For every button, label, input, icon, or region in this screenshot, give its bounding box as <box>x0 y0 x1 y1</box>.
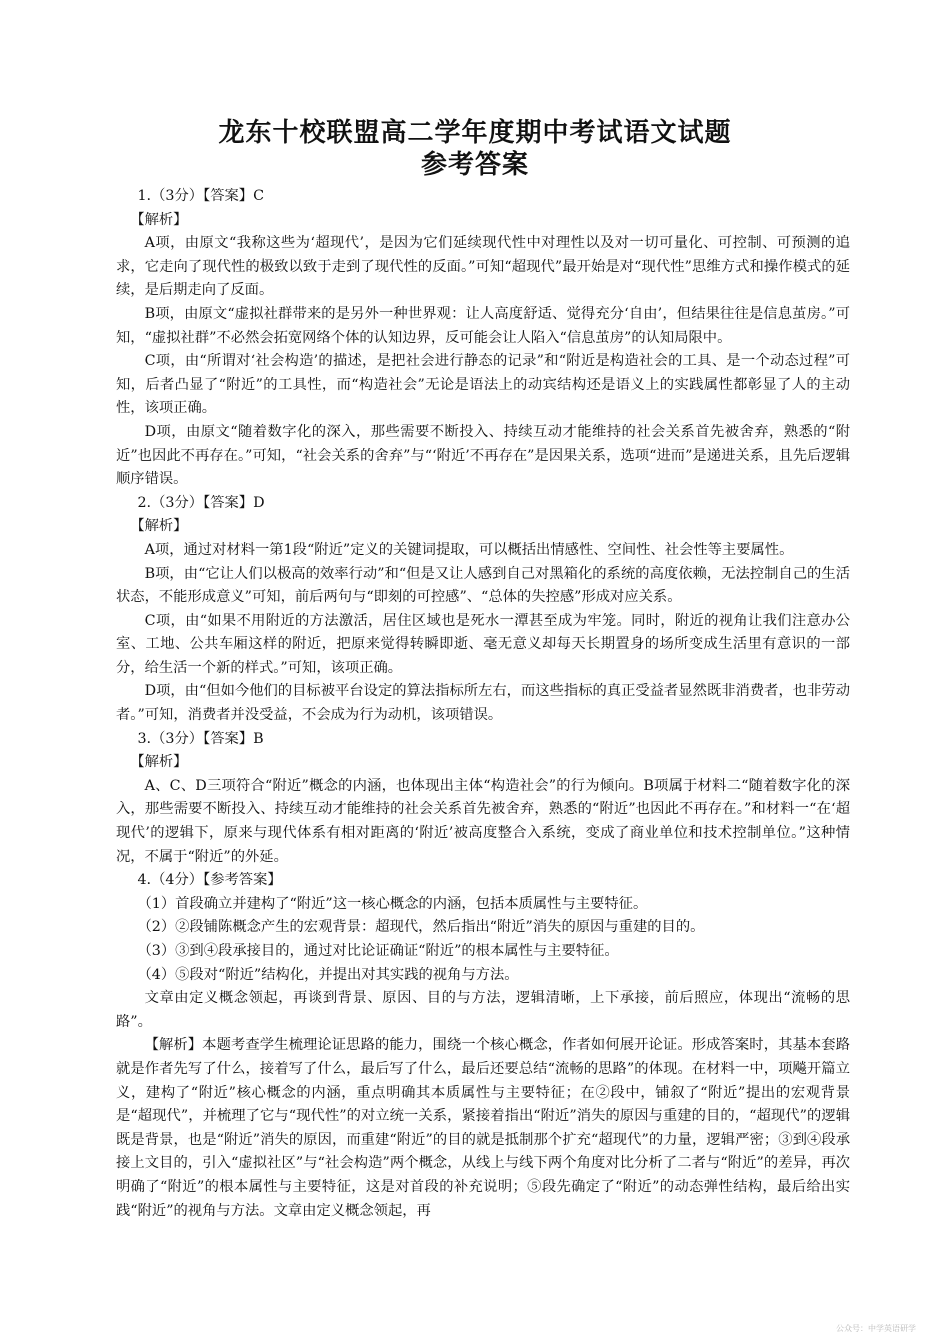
paragraph: （1）首段确立并建构了“附近”这一核心概念的内涵，包括本质属性与主要特征。 <box>137 895 648 912</box>
document-subtitle: 参考答案 <box>420 150 529 180</box>
paragraph: A、C、D三项符合“附近”概念的内涵，也体现出主体“构造社会”的行为倾向。B项属于材料二“随着数字化的深入，那些需要不断投入、持续互动才能维持的社会关系首先被舍弃，熟悉的“附近”也因此不再存在。”和材料一“在‘超现代’的逻辑下，原来与现代体系有相对距离的‘附近’被高度整合入系统，变成了商业单位和技术控制单位。”这种情况，不属于“附近”的外延。 <box>116 777 850 865</box>
document-title: 龙东十校联盟高二学年度期中考试语文试题 <box>218 118 732 148</box>
paragraph: B项，由“它让人们以极高的效率行动”和“但是又让人感到自己对黑箱化的系统的高度依赖，无法控制自己的生活状态，不能形成意义”可知，前后两句与“即刻的可控感”、“总体的失控感”形成对应关系。 <box>116 565 850 606</box>
paragraph: （2）②段铺陈概念产生的宏观背景：超现代，然后指出“附近”消失的原因与重建的目的。 <box>137 919 705 936</box>
paragraph: B项，由原文“虚拟社群带来的是另外一种世界观：让人高度舒适、觉得充分‘自由’，但结果往往是信息茧房。”可知，“虚拟社群”不必然会拓宽网络个体的认知边界，反可能会让人陷入“信息茧房”的认知局限中。 <box>116 305 850 346</box>
watermark: 公众号：中学英语研学 <box>836 1324 916 1333</box>
paragraph: A项，由原文“我称这些为‘超现代’，是因为它们延续现代性中对理性以及对一切可量化、可控制、可预测的追求，它走向了现代性的极致以致于走到了现代性的反面。”可知“超现代”最开始是对“现代性”思维方式和操作模式的延续，是后期走向了反面。 <box>116 235 850 299</box>
paragraph: C项，由“如果不用附近的方法激活，居住区域也是死水一潭甚至成为牢笼。同时，附近的视角让我们注意办公室、工地、公共车厢这样的附近，把原来觉得转瞬即逝、毫无意义却每天长期置身的场所变成生活里有意识的一部分，给生活一个新的样式。”可知，该项正确。 <box>116 612 850 676</box>
paragraph: 文章由定义概念领起，再谈到背景、原因、目的与方法，逻辑清晰，上下承接，前后照应，体现出“流畅的思路”。 <box>116 990 850 1030</box>
paragraph: 1.（3分）【答案】C <box>137 188 265 204</box>
paragraph: 【解析】 <box>130 518 188 535</box>
paragraph: 【解析】本题考查学生梳理论证思路的能力，围绕一个核心概念，作者如何展开论证。形成答案时，其基本套路就是作者先写了什么，接着写了什么，最后写了什么，最后还要总结“流畅的思路”的体现。在材料一中，项飚开篇立义，建构了“附近”核心概念的内涵，重点明确其本质属性与主要特征；在②段中，铺叙了“附近”提出的宏观背景是“超现代”，并梳理了它与“现代性”的对立统一关系，紧接着指出“附近”消失的原因与重建的目的，“超现代”的逻辑既是背景，也是“附近”消失的原因，而重建“附近”的目的就是抵制那个扩充“超现代”的力量，逻辑严密；③到④段承接上文目的，引入“虚拟社区”与“社会构造”两个概念，从线上与线下两个角度对比分析了二者与“附近”的差异，再次明确了“附近”的根本属性与主要特征，这是对首段的补充说明；⑤段先确定了“附近”的动态弹性结构，最后给出实践“附近”的视角与方法。文章由定义概念领起，再 <box>116 1037 850 1219</box>
paragraph: （4）⑤段对“附近”结构化，并提出对其实践的视角与方法。 <box>137 966 519 983</box>
paragraph: 4.（4分）【参考答案】 <box>137 872 282 889</box>
paragraph: 【解析】 <box>130 211 188 228</box>
paragraph: D项，由原文“随着数字化的深入，那些需要不断投入、持续互动才能维持的社会关系首先被舍弃，熟悉的“附近”也因此不再存在。”可知，“社会关系的舍弃”与“‘附近’不再存在”是因果关系，选项“进而”是递进关系，且先后逻辑顺序错误。 <box>116 423 850 488</box>
answer-body <box>116 185 850 1223</box>
paragraph: 【解析】 <box>130 754 188 771</box>
paragraph: 3.（3分）【答案】B <box>137 730 264 747</box>
paragraph: 2.（3分）【答案】D <box>137 494 265 511</box>
paragraph: A项，通过对材料一第1段“附近”定义的关键词提取，可以概括出情感性、空间性、社会性等主要属性。 <box>144 541 794 558</box>
paragraph: D项，由“但如今他们的目标被平台设定的算法指标所左右，而这些指标的真正受益者显然既非消费者，也非劳动者。”可知，消费者并没受益，不会成为行为动机，该项错误。 <box>116 683 850 724</box>
paragraph: C项，由“所谓对‘社会构造’的描述，是把社会进行静态的记录”和“附近是构造社会的工具、是一个动态过程”可知，后者凸显了“附近”的工具性，而“构造社会”无论是语法上的动宾结构还是语义上的实践属性都彰显了人的主动性，该项正确。 <box>116 353 850 417</box>
paragraph: （3）③到④段承接目的，通过对比论证确证“附近”的根本属性与主要特征。 <box>137 943 619 959</box>
